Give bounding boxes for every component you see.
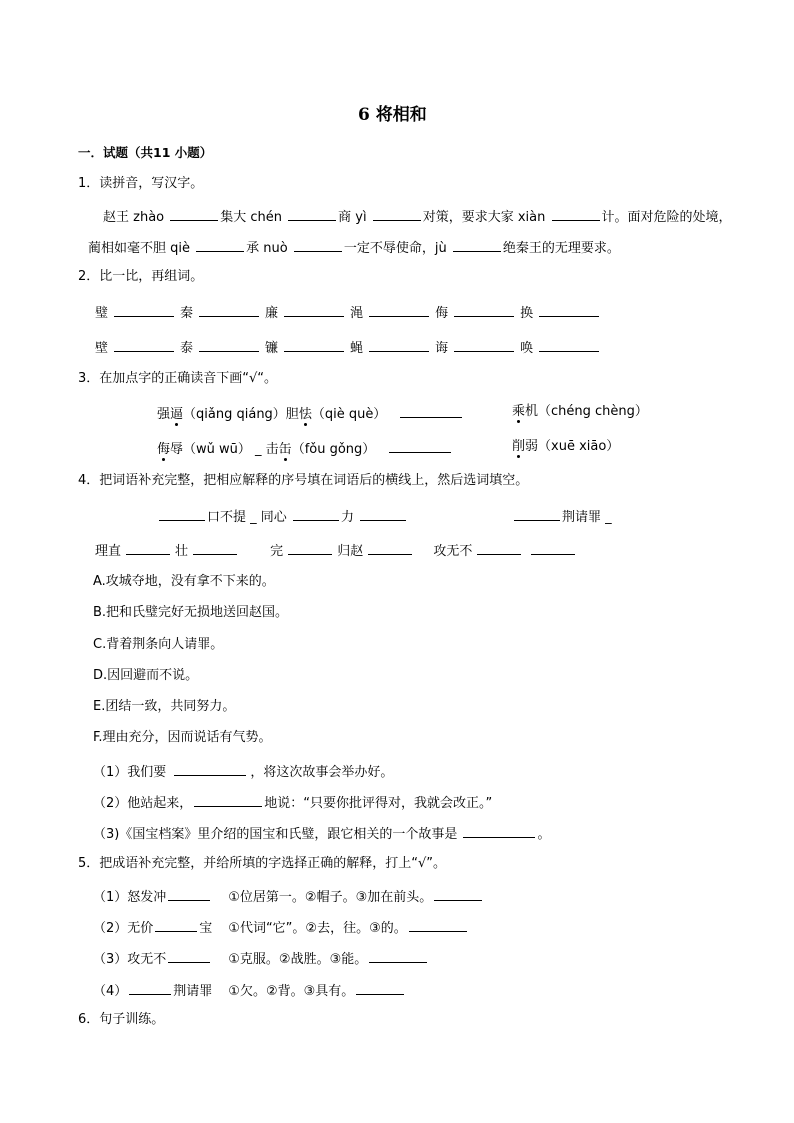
section-heading: 一．试题（共11 小题） bbox=[78, 145, 213, 160]
answer-blank[interactable] bbox=[159, 506, 205, 521]
answer-blank[interactable] bbox=[409, 917, 467, 932]
answer-blank[interactable] bbox=[454, 302, 514, 317]
pinyin-item: 侮辱（wǔ wū） _ 击缶（fǒu gǒng） bbox=[157, 438, 453, 459]
answer-blank[interactable] bbox=[463, 823, 535, 838]
answer-blank[interactable] bbox=[356, 980, 404, 995]
idiom-choice-2: （2）无价 宝 ①代词“它”。②去，往。③的。 bbox=[93, 917, 469, 938]
fill-sentence-2: （2）他站起来， 地说：“只要你批评得对，我就会改正。” bbox=[93, 792, 492, 813]
answer-blank[interactable] bbox=[373, 206, 421, 221]
answer-blank[interactable] bbox=[369, 948, 427, 963]
answer-blank[interactable] bbox=[114, 302, 174, 317]
answer-blank[interactable] bbox=[531, 540, 575, 555]
answer-blank[interactable] bbox=[199, 337, 259, 352]
option-d: D.因回避而不说。 bbox=[93, 668, 199, 683]
page-title: 6 将相和 bbox=[358, 105, 427, 125]
answer-blank[interactable] bbox=[294, 237, 342, 252]
answer-blank[interactable] bbox=[368, 540, 412, 555]
answer-blank[interactable] bbox=[539, 337, 599, 352]
answer-blank[interactable] bbox=[360, 506, 406, 521]
idiom-row-1: 口不提 _ 同心 力 bbox=[157, 506, 408, 527]
answer-blank[interactable] bbox=[284, 337, 344, 352]
answer-blank[interactable] bbox=[114, 337, 174, 352]
pinyin-item: 乘机（chéng chèng） bbox=[512, 404, 648, 419]
option-f: F.理由充分，因而说话有气势。 bbox=[93, 730, 272, 745]
idiom-choice-1: （1）怒发冲 ①位居第一。②帽子。③加在前头。 bbox=[93, 886, 484, 907]
answer-blank[interactable] bbox=[170, 206, 218, 221]
question-1-line-2: 蔺相如毫不胆 qiè 承 nuò 一定不辱使命，jù 绝秦王的无理要求。 bbox=[88, 237, 620, 258]
answer-blank[interactable] bbox=[129, 980, 171, 995]
answer-blank[interactable] bbox=[293, 506, 339, 521]
question-6-stem: 6．句子训练。 bbox=[78, 1012, 165, 1027]
idiom-choice-3: （3）攻无不 ①克服。②战胜。③能。 bbox=[93, 948, 429, 969]
compare-row-2: 壁 泰 镰 蝇 诲 唤 bbox=[95, 337, 605, 358]
pinyin-item: 削弱（xuē xiāo） bbox=[512, 439, 620, 454]
fill-sentence-1: （1）我们要 ，将这次故事会举办好。 bbox=[93, 761, 393, 782]
option-a: A.攻城夺地，没有拿不下来的。 bbox=[93, 574, 275, 589]
question-2-stem: 2．比一比，再组词。 bbox=[78, 269, 204, 284]
answer-blank[interactable] bbox=[193, 540, 237, 555]
answer-blank[interactable] bbox=[288, 540, 332, 555]
idiom-row-1b: 荆请罪 _ bbox=[512, 506, 612, 527]
answer-blank[interactable] bbox=[174, 761, 246, 776]
answer-blank[interactable] bbox=[453, 237, 501, 252]
option-e: E.团结一致，共同努力。 bbox=[93, 699, 236, 714]
question-1-stem: 1．读拼音，写汉字。 bbox=[78, 176, 204, 191]
pinyin-item: 强逼（qiǎng qiáng）胆怯（qiè què） bbox=[157, 403, 464, 424]
answer-blank[interactable] bbox=[369, 337, 429, 352]
question-5-stem: 5．把成语补充完整，并给所填的字选择正确的解释，打上“√”。 bbox=[78, 856, 447, 871]
answer-blank[interactable] bbox=[477, 540, 521, 555]
answer-blank[interactable] bbox=[389, 438, 451, 453]
answer-blank[interactable] bbox=[454, 337, 514, 352]
option-b: B.把和氏璧完好无损地送回赵国。 bbox=[93, 605, 289, 620]
answer-blank[interactable] bbox=[369, 302, 429, 317]
answer-blank[interactable] bbox=[552, 206, 600, 221]
idiom-choice-4: （4） 荆请罪 ①欠。②背。③具有。 bbox=[93, 980, 406, 1001]
answer-blank[interactable] bbox=[514, 506, 560, 521]
answer-blank[interactable] bbox=[196, 237, 244, 252]
answer-blank[interactable] bbox=[284, 302, 344, 317]
answer-blank[interactable] bbox=[400, 403, 462, 418]
answer-blank[interactable] bbox=[288, 206, 336, 221]
answer-blank[interactable] bbox=[155, 917, 197, 932]
question-1-line-1: 赵王 zhào 集大 chén 商 yì 对策，要求大家 xiàn 计。面对危险的处境， bbox=[103, 206, 732, 227]
answer-blank[interactable] bbox=[199, 302, 259, 317]
compare-row-1: 璧 秦 廉 渑 侮 换 bbox=[95, 302, 605, 323]
answer-blank[interactable] bbox=[539, 302, 599, 317]
fill-sentence-3: （3)《国宝档案》里介绍的国宝和氏璧，跟它相关的一个故事是 。 bbox=[93, 823, 551, 844]
answer-blank[interactable] bbox=[168, 948, 210, 963]
answer-blank[interactable] bbox=[194, 792, 262, 807]
idiom-row-2: 理直 壮 完 归赵 攻无不 bbox=[95, 540, 580, 561]
option-c: C.背着荆条向人请罪。 bbox=[93, 637, 224, 652]
answer-blank[interactable] bbox=[126, 540, 170, 555]
question-3-stem: 3．在加点字的正确读音下画“√“。 bbox=[78, 371, 278, 386]
answer-blank[interactable] bbox=[434, 886, 482, 901]
answer-blank[interactable] bbox=[168, 886, 210, 901]
question-4-stem: 4．把词语补充完整，把相应解释的序号填在词语后的横线上，然后选词填空。 bbox=[78, 473, 529, 488]
